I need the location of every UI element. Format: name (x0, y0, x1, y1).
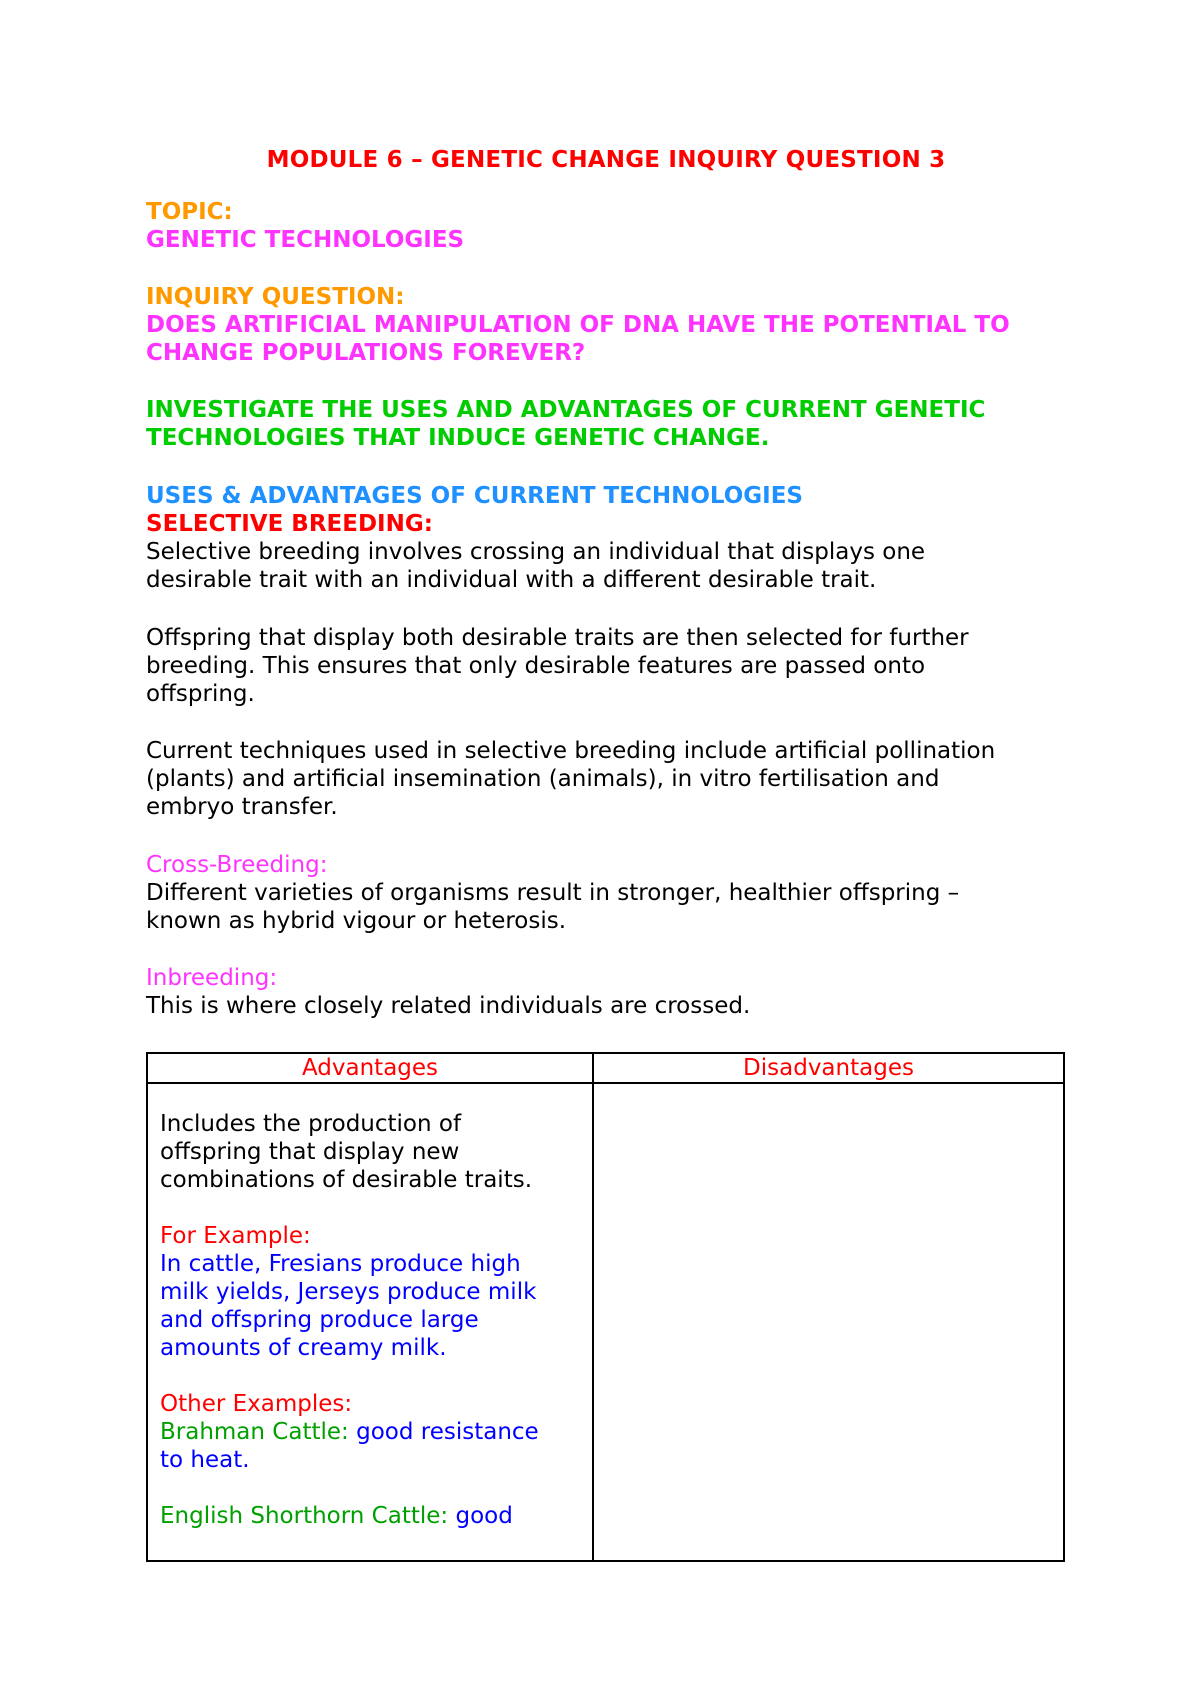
example-line-1: In cattle, Fresians produce high (160, 1251, 521, 1277)
selective-p3-line-1: Current techniques used in selective breeding include artificial pollination (146, 738, 996, 764)
adv-line-3: combinations of desirable traits. (160, 1167, 533, 1193)
advantages-table (146, 1052, 1065, 1562)
selective-p2-line-1: Offspring that display both desirable traits are then selected for further (146, 625, 969, 651)
inbreeding-heading: Inbreeding: (146, 965, 278, 991)
selective-p3-line-3: embryo transfer. (146, 794, 338, 820)
table-header-row (147, 1053, 1064, 1083)
disadvantages-header: Disadvantages (593, 1053, 1064, 1083)
uses-heading: USES & ADVANTAGES OF CURRENT TECHNOLOGIES (146, 483, 803, 509)
selective-p2-line-3: offspring. (146, 681, 255, 707)
other-examples-label: Other Examples: (160, 1391, 353, 1417)
example-label: For Example: (160, 1223, 311, 1249)
table-row (147, 1083, 1064, 1561)
investigate-line-1: INVESTIGATE THE USES AND ADVANTAGES OF CURRENT GENETIC (146, 397, 986, 423)
cross-breeding-line-2: known as hybrid vigour or heterosis. (146, 908, 567, 934)
topic-label: TOPIC: (146, 199, 233, 225)
inbreeding-line: This is where closely related individuals are crossed. (146, 993, 751, 1019)
example-line-4: amounts of creamy milk. (160, 1335, 447, 1361)
investigate-line-2: TECHNOLOGIES THAT INDUCE GENETIC CHANGE. (146, 425, 770, 451)
selective-p3-line-2: (plants) and artificial insemination (animals), in vitro fertilisation and (146, 766, 940, 792)
adv-line-1: Includes the production of (160, 1111, 462, 1137)
example-line-3: and offspring produce large (160, 1307, 479, 1333)
disadvantages-cell (593, 1083, 1064, 1561)
inquiry-line-1: DOES ARTIFICIAL MANIPULATION OF DNA HAVE THE POTENTIAL TO (146, 312, 1010, 338)
inquiry-line-2: CHANGE POPULATIONS FOREVER? (146, 340, 586, 366)
selective-p2-line-2: breeding. This ensures that only desirable features are passed onto (146, 653, 926, 679)
shorthorn-name: English Shorthorn Cattle: (160, 1503, 449, 1529)
adv-line-2: offspring that display new (160, 1139, 460, 1165)
page-title: MODULE 6 – GENETIC CHANGE INQUIRY QUESTION 3 (266, 147, 946, 173)
cross-breeding-heading: Cross-Breeding: (146, 852, 328, 878)
cross-breeding-line-1: Different varieties of organisms result in stronger, healthier offspring – (146, 880, 960, 906)
brahman-line-2: to heat. (160, 1447, 250, 1473)
selective-p1-line-2: desirable trait with an individual with a different desirable trait. (146, 567, 877, 593)
selective-heading: SELECTIVE BREEDING: (146, 511, 433, 537)
brahman-name: Brahman Cattle: (160, 1419, 349, 1445)
advantages-cell (147, 1083, 593, 1561)
shorthorn-text: good (448, 1503, 513, 1529)
inquiry-label: INQUIRY QUESTION: (146, 284, 405, 310)
advantages-header: Advantages (147, 1053, 593, 1083)
brahman-text-1: good resistance (348, 1419, 539, 1445)
brahman-line-1 (160, 1418, 582, 1446)
example-line-2: milk yields, Jerseys produce milk (160, 1279, 537, 1305)
selective-p1-line-1: Selective breeding involves crossing an individual that displays one (146, 539, 926, 565)
shorthorn-line (160, 1502, 582, 1530)
topic-value: GENETIC TECHNOLOGIES (146, 227, 465, 253)
